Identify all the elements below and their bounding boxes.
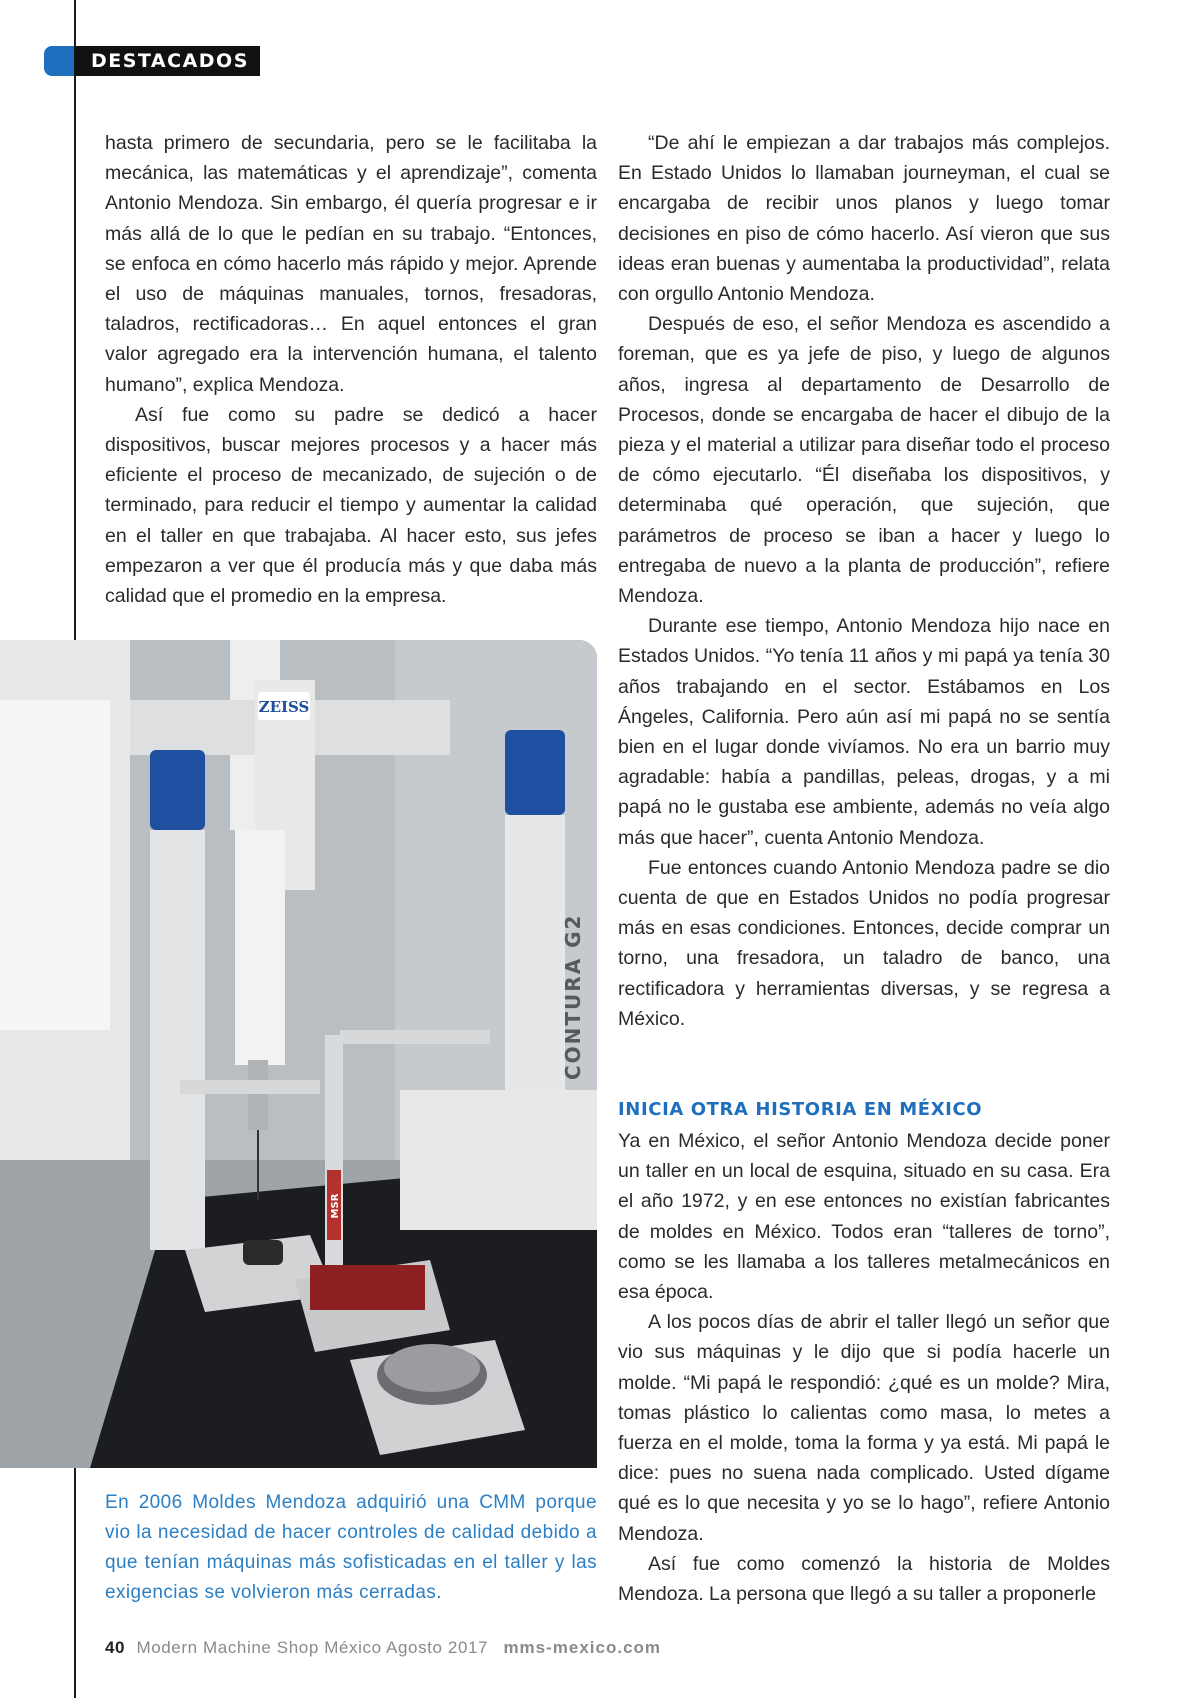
brand-label: ZEISS (258, 698, 310, 716)
subheading: INICIA OTRA HISTORIA EN MÉXICO (618, 1099, 983, 1120)
paragraph: hasta primero de secundaria, pero se le facilitaba la mecánica, las matemáticas y el aprendizaje”, comenta Antonio Mendoza. Sin embargo, él quería progresar e ir más allá de lo que le pedían en su trabajo. “Entonces, se enfoca en cómo hacerlo más rápido y mejor. Aprende el uso de máquinas manuales, tornos, fresadoras, taladros, rectificadoras… En aquel entonces el gran valor agregado era la intervención humana, el talento humano”, explica Mendoza. (105, 132, 597, 396)
paragraph: Ya en México, el señor Antonio Mendoza decide poner un taller en un local de esquina, situado en su casa. Era el año 1972, y en ese entonces no existían fabricantes de moldes en México. Todos eran “talleres de torno”, como se les llamaba a los talleres metalmecánicos en esa época. (618, 1130, 1110, 1304)
paragraph: A los pocos días de abrir el taller llegó un señor que vio sus máquinas y le dijo que si podía hacerle un molde. “Mi papá le respondió: ¿qué es un molde? Mira, tomas plástico lo calientas como masa, lo metes a fuerza en el molde, toma la forma y ya está. Mi papá le dice: pues no suena nada complicado. Usted dígame qué es lo que necesita y yo se lo hago”, refiere Antonio Mendoza. (618, 1311, 1110, 1545)
paragraph: Fue entonces cuando Antonio Mendoza padre se dio cuenta de que en Estados Unidos no podía progresar más en esas condiciones. Entonces, decide comprar un torno, una fresadora, un taladro de banco, una rectificadora y herramientas diversas, y se regresa a México. (618, 856, 1110, 1030)
publication-name: Modern Machine Shop México Agosto 2017 (136, 1638, 489, 1657)
section-tab (44, 46, 260, 76)
website-url: mms-mexico.com (503, 1638, 662, 1657)
cmm-illustration (0, 640, 597, 1468)
paragraph: Así fue como comenzó la historia de Moldes Mendoza. La persona que llegó a su taller a proponerle (618, 1552, 1110, 1606)
paragraph: Así fue como su padre se dedicó a hacer dispositivos, buscar mejores procesos y a hacer más eficiente el proceso de mecanizado, de sujeción o de terminado, para reducir el tiempo y aumentar la calidad en el taller en que trabajaba. Al hacer esto, sus jefes empezaron a ver que él producía más y que daba más calidad que el promedio en la empresa. (105, 403, 597, 608)
section-label: DESTACADOS (91, 50, 249, 72)
rack-label: MSR (330, 1193, 341, 1219)
photo-caption: En 2006 Moldes Mendoza adquirió una CMM porque vio la necesidad de hacer controles de calidad debido a que tenían máquinas más sofisticadas en el taller y las exigencias se volvieron más cerradas. (105, 1492, 597, 1603)
paragraph: Después de eso, el señor Mendoza es ascendido a foreman, que es ya jefe de piso, y luego de algunos años, ingresa al departamento de Desarrollo de Procesos, donde se encargaba de hacer el dibujo de la pieza y el material a utilizar para diseñar todo el proceso de cómo ejecutarlo. “Él diseñaba los dispositivos, y determinaba qué operación, que sujeción, que parámetros de proceso se iban a hacer y luego lo entregaba de nuevo a la planta de producción”, refiere Mendoza. (618, 313, 1110, 608)
model-label: CONTURA G2 (561, 913, 585, 1080)
right-column-continued (618, 1096, 1110, 1609)
paragraph: Durante ese tiempo, Antonio Mendoza hijo nace en Estados Unidos. “Yo tenía 11 años y mi papá ya tenía 30 años trabajando en el sector. Estábamos en Los Ángeles, California. Pero aún así mi papá no se sentía bien en el lugar donde vivíamos. No era un barrio muy agradable: había a pandillas, peleas, drogas, y a mi papá no le gustaba ese ambiente, además no veía algo más que hacer”, cuenta Antonio Mendoza. (618, 615, 1110, 849)
page-footer (105, 1638, 661, 1658)
right-column (618, 128, 1110, 1034)
left-column (105, 128, 597, 611)
page-number: 40 (105, 1638, 126, 1657)
cmm-machine-photo (0, 640, 597, 1468)
paragraph: “De ahí le empiezan a dar trabajos más complejos. En Estado Unidos lo llamaban journeyman, el cual se encargaba de recibir unos planos y luego tomar decisiones en piso de cómo hacerlo. Así vieron que sus ideas eran buenas y aumentaba la productividad”, relata con orgullo Antonio Mendoza. (618, 132, 1110, 306)
